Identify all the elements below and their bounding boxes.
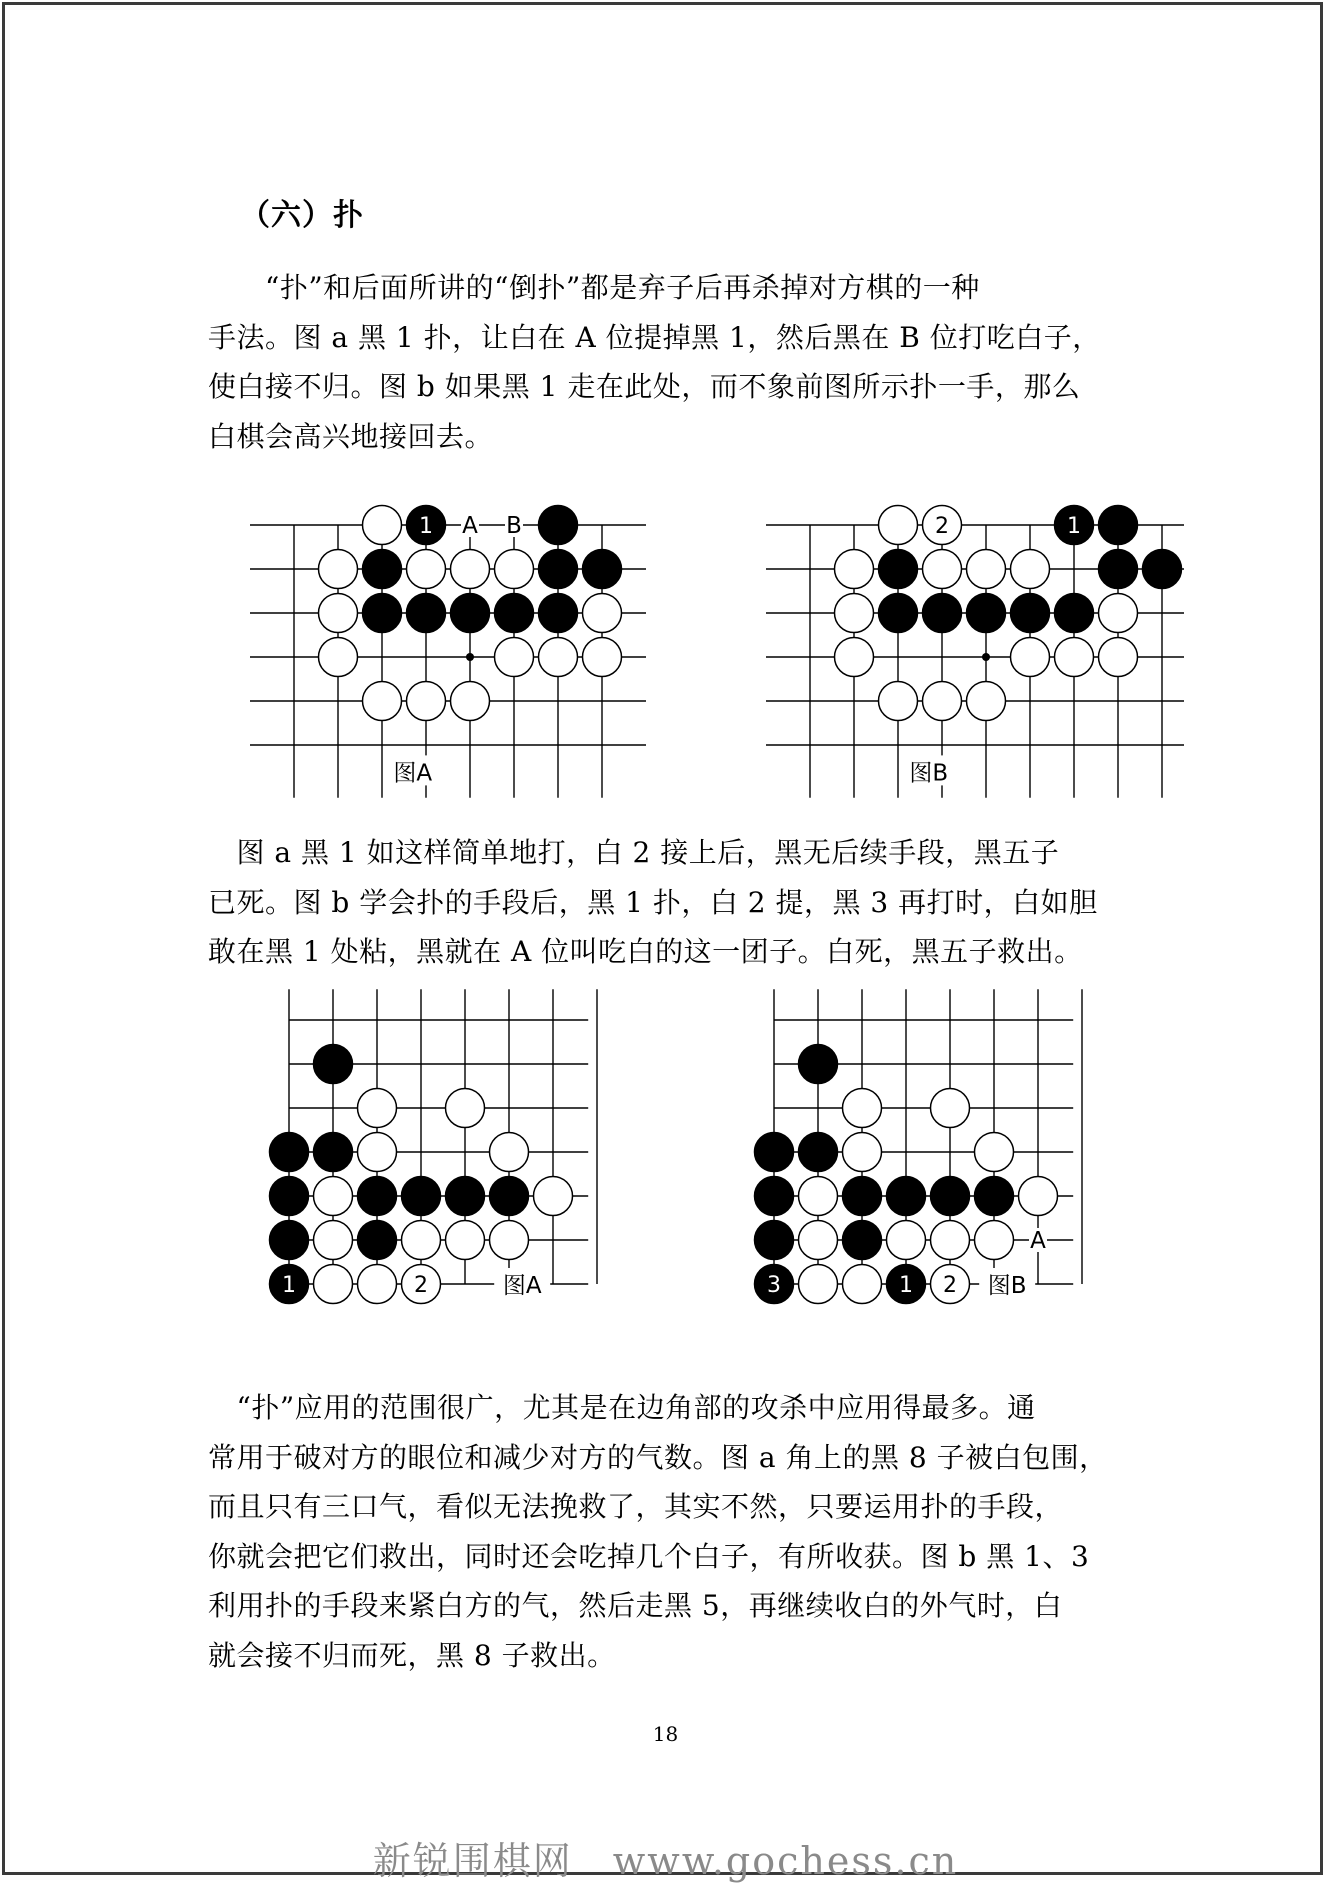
white-stone (931, 1221, 970, 1260)
white-stone (843, 1089, 882, 1128)
page-number: 18 (652, 1722, 679, 1746)
black-stone (879, 594, 918, 633)
paragraph-1 (208, 263, 1128, 461)
black-stone (887, 1177, 926, 1216)
stone-number: 1 (1067, 514, 1081, 539)
white-stone (319, 594, 358, 633)
black-stone (270, 1177, 309, 1216)
black-stone (923, 594, 962, 633)
black-stone (799, 1045, 838, 1084)
black-stone (931, 1177, 970, 1216)
white-stone (363, 506, 402, 545)
black-stone (539, 550, 578, 589)
black-stone (539, 594, 578, 633)
white-stone (314, 1177, 353, 1216)
paragraph-3 (208, 1383, 1128, 1680)
black-stone (402, 1177, 441, 1216)
white-stone (446, 1089, 485, 1128)
white-stone (923, 550, 962, 589)
paragraph-line: 使白接不归。图 b 如果黑 1 走在此处，而不象前图所示扑一手，那么 (208, 370, 1081, 403)
black-stone (539, 506, 578, 545)
white-stone (490, 1221, 529, 1260)
white-stone (319, 550, 358, 589)
white-stone (835, 638, 874, 677)
diagram-caption: 图B (987, 1273, 1027, 1299)
site-watermark: 新锐围棋网 www.gochess.cn (372, 1839, 959, 1883)
black-stone (358, 1177, 397, 1216)
black-stone (879, 550, 918, 589)
white-stone (1099, 594, 1138, 633)
stone-number: 1 (419, 514, 433, 539)
white-stone (843, 1265, 882, 1304)
white-stone (583, 594, 622, 633)
go-diagram-3 (220, 1005, 640, 1350)
white-stone (843, 1133, 882, 1172)
white-stone (495, 550, 534, 589)
white-stone (1055, 638, 1094, 677)
black-stone (363, 550, 402, 589)
paragraph-line: 利用扑的手段来紧白方的气，然后走黑 5，再继续收白的外气时，白 (208, 1589, 1063, 1622)
white-stone (407, 682, 446, 721)
paragraph-2 (208, 828, 1128, 977)
white-stone (1019, 1177, 1058, 1216)
black-stone (451, 594, 490, 633)
paragraph-line: “扑”和后面所讲的“倒扑”都是弃子后再杀掉对方棋的一种 (208, 271, 980, 304)
white-stone (451, 682, 490, 721)
black-stone (967, 594, 1006, 633)
white-stone (451, 550, 490, 589)
stone-number: 2 (935, 514, 949, 539)
white-stone (931, 1089, 970, 1128)
diagram-caption: 图A (393, 760, 433, 787)
white-stone (495, 638, 534, 677)
white-stone (534, 1177, 573, 1216)
star-point (982, 653, 990, 661)
paragraph-line: 白棋会高兴地接回去。 (208, 419, 494, 453)
black-stone (407, 594, 446, 633)
black-stone (583, 550, 622, 589)
white-stone (1011, 550, 1050, 589)
black-stone (755, 1177, 794, 1216)
stone-number: 1 (282, 1273, 296, 1298)
white-stone (975, 1133, 1014, 1172)
white-stone (835, 594, 874, 633)
white-stone (314, 1221, 353, 1260)
paragraph-line: 敢在黑 1 处粘，黑就在 A 位叫吃白的这一团子。白死，黑五子救出。 (208, 935, 1083, 968)
white-stone (1011, 638, 1050, 677)
stone-number: 2 (943, 1273, 957, 1298)
star-point (466, 653, 474, 661)
black-stone (270, 1133, 309, 1172)
white-stone (1099, 638, 1138, 677)
paragraph-line: 就会接不归而死，黑 8 子救出。 (208, 1638, 616, 1672)
white-stone (358, 1089, 397, 1128)
black-stone (363, 594, 402, 633)
white-stone (879, 682, 918, 721)
black-stone (799, 1133, 838, 1172)
white-stone (967, 550, 1006, 589)
black-stone (270, 1221, 309, 1260)
black-stone (1055, 594, 1094, 633)
white-stone (799, 1265, 838, 1304)
paragraph-line: 已死。图 b 学会扑的手段后，黑 1 扑，白 2 提，黑 3 再打时，白如胆 (208, 885, 1098, 919)
black-stone (495, 594, 534, 633)
paragraph-line: 图 a 黑 1 如这样简单地打，白 2 接上后，黑无后续手段，黑五子 (208, 836, 1060, 869)
black-stone (843, 1221, 882, 1260)
white-stone (446, 1221, 485, 1260)
go-diagram-1 (228, 502, 608, 802)
black-stone (314, 1133, 353, 1172)
white-stone (358, 1133, 397, 1172)
point-mark-label: A (462, 513, 478, 539)
white-stone (358, 1265, 397, 1304)
black-stone (314, 1045, 353, 1084)
white-stone (539, 638, 578, 677)
section-heading: （六）扑 (240, 198, 364, 233)
white-stone (887, 1221, 926, 1260)
white-stone (879, 506, 918, 545)
black-stone (975, 1177, 1014, 1216)
white-stone (583, 638, 622, 677)
stone-number: 1 (899, 1273, 913, 1298)
point-mark-label: A (1030, 1228, 1046, 1254)
white-stone (314, 1265, 353, 1304)
black-stone (1143, 550, 1182, 589)
white-stone (799, 1221, 838, 1260)
black-stone (490, 1177, 529, 1216)
go-diagram-2 (744, 502, 1124, 802)
white-stone (363, 682, 402, 721)
diagram-caption: 图B (909, 760, 949, 787)
black-stone (446, 1177, 485, 1216)
white-stone (923, 682, 962, 721)
black-stone (755, 1133, 794, 1172)
go-diagram-4 (708, 1005, 1128, 1350)
black-stone (755, 1221, 794, 1260)
stone-number: 2 (414, 1273, 428, 1298)
white-stone (319, 638, 358, 677)
diagram-caption: 图A (502, 1273, 542, 1299)
paragraph-line: 你就会把它们救出，同时还会吃掉几个白子，有所收获。图 b 黑 1、3 (208, 1539, 1090, 1573)
white-stone (407, 550, 446, 589)
paragraph-line: 常用于破对方的眼位和减少对方的气数。图 a 角上的黑 8 子被白包围， (208, 1440, 1108, 1474)
black-stone (1099, 550, 1138, 589)
white-stone (490, 1133, 529, 1172)
black-stone (843, 1177, 882, 1216)
paragraph-line: “扑”应用的范围很广，尤其是在边角部的攻杀中应用得最多。通 (208, 1391, 1036, 1424)
point-mark-label: B (506, 513, 522, 539)
paragraph-line: 手法。图 a 黑 1 扑，让白在 A 位提掉黑 1，然后黑在 B 位打吃白子， (208, 320, 1101, 354)
stone-number: 3 (767, 1273, 781, 1298)
black-stone (358, 1221, 397, 1260)
white-stone (402, 1221, 441, 1260)
black-stone (1099, 506, 1138, 545)
white-stone (975, 1221, 1014, 1260)
white-stone (835, 550, 874, 589)
white-stone (799, 1177, 838, 1216)
paragraph-line: 而且只有三口气，看似无法挽救了，其实不然，只要运用扑的手段， (208, 1490, 1064, 1523)
black-stone (1011, 594, 1050, 633)
white-stone (967, 682, 1006, 721)
